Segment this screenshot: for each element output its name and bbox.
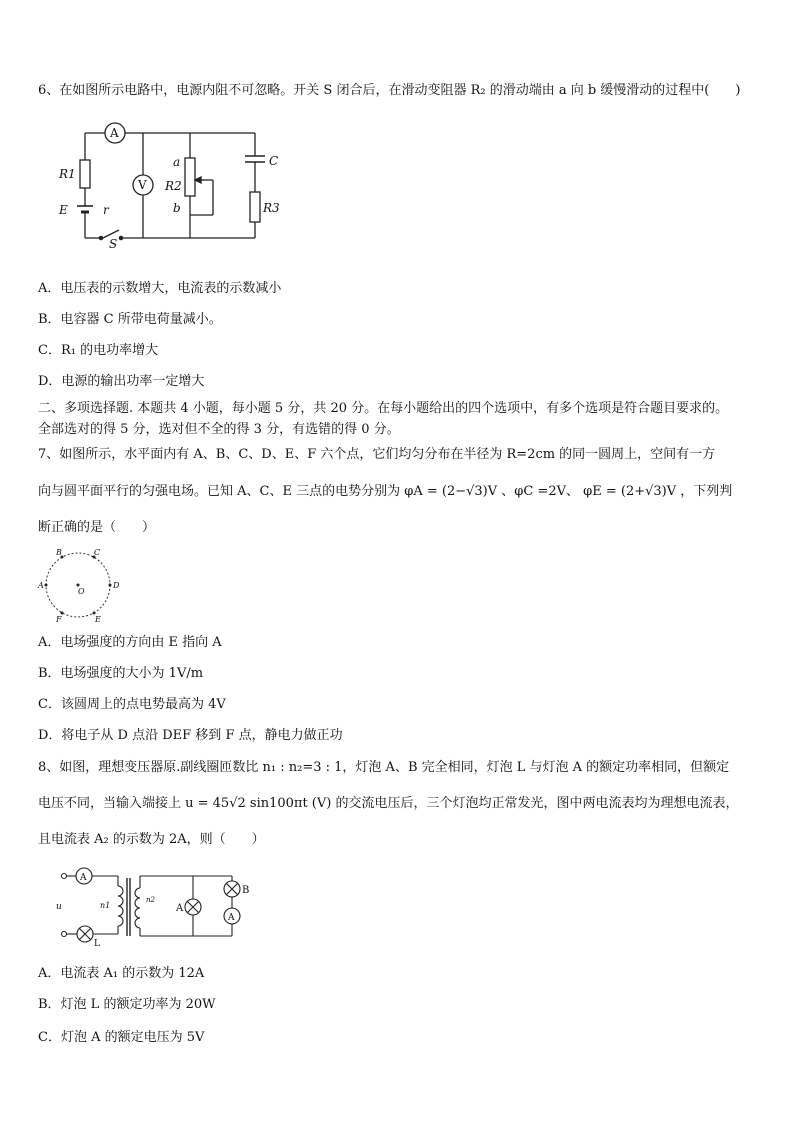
n2-label: n2 <box>146 896 155 904</box>
a-label: a <box>173 155 181 169</box>
q7-line2: 向与圆平面平行的匀强电场。已知 A、C、E 三点的电势分别为 φA = (2−√3)V 、φC =2V、 φE = (2+√3)V ，下列判 <box>38 484 733 499</box>
q7-line1: 7、如图所示，水平面内有 A、B、C、D、E、F 六个点，它们均匀分布在半径为 R=2cm 的同一圆周上，空间有一方 <box>38 447 716 462</box>
r2-rheostat-icon <box>185 158 195 196</box>
point-e-label: E <box>95 615 101 624</box>
r1-resistor-icon <box>80 160 90 188</box>
q6-circuit-figure <box>55 120 295 250</box>
section2-line2: 全部选对的得 5 分，选对但不全的得 3 分，有选错的得 0 分。 <box>38 422 400 437</box>
point-c-label: C <box>94 548 101 557</box>
q6-option-a: A．电压表的示数增大，电流表的示数减小 <box>38 281 282 296</box>
point-o-label: O <box>78 587 85 596</box>
section2-line1: 二、多项选择题. 本题共 4 小题，每小题 5 分，共 20 分。在每小题给出的四个选项中，有多个选项是符合题目要求的。 <box>38 401 729 416</box>
secondary-coil-icon <box>135 888 140 928</box>
point-a-label: A <box>38 581 44 590</box>
emf-label: E <box>59 203 68 217</box>
q7-circle-figure <box>36 548 126 626</box>
point-b-label: B <box>56 548 62 557</box>
q7-line3: 断正确的是（ ） <box>38 520 156 535</box>
r2-label: R2 <box>165 179 182 193</box>
q6-option-c: C．R₁ 的电功率增大 <box>38 343 159 358</box>
lamp-l-label: L <box>94 939 100 948</box>
primary-coil-icon <box>118 886 123 926</box>
r1-label: R1 <box>59 167 76 181</box>
q8-option-a: A．电流表 A₁ 的示数为 12A <box>38 966 205 981</box>
r-label: r <box>103 203 109 217</box>
n1-label: n1 <box>100 901 111 910</box>
q8-line1: 8、如图，理想变压器原.副线圈匝数比 n₁ : n₂=3 : 1，灯泡 A、B 完全相同，灯泡 L 与灯泡 A 的额定功率相同，但额定 <box>38 760 730 775</box>
q7-option-c: C．该圆周上的点电势最高为 4V <box>38 697 226 712</box>
point-d-label: D <box>113 581 120 590</box>
q6-stem: 6、在如图所示电路中，电源内阻不可忽略。开关 S 闭合后，在滑动变阻器 R₂ 的滑动端由 a 向 b 缓慢滑动的过程中( ) <box>38 83 741 98</box>
voltmeter-label: V <box>138 178 147 192</box>
q7-option-d: D．将电子从 D 点沿 DEF 移到 F 点，静电力做正功 <box>38 728 343 743</box>
c-label: C <box>269 154 279 168</box>
q8-option-c: C．灯泡 A 的额定电压为 5V <box>38 1030 205 1045</box>
q6-option-b: B．电容器 C 所带电荷量减小。 <box>38 312 222 327</box>
q8-option-b: B．灯泡 L 的额定功率为 20W <box>38 997 216 1012</box>
a1-label: A <box>80 873 87 883</box>
r3-resistor-icon <box>250 192 260 222</box>
q7-option-a: A．电场强度的方向由 E 指向 A <box>38 635 222 650</box>
q8-line2: 电压不同，当输入端接上 u = 45√2 sin100πt (V) 的交流电压后，三个灯泡均正常发光，图中两电流表均为理想电流表， <box>38 796 739 811</box>
q8-line3: 且电流表 A₂ 的示数为 2A，则（ ） <box>38 832 265 847</box>
lamp-a-label: A <box>176 903 184 914</box>
b-label: b <box>173 201 181 215</box>
u-label: u <box>56 902 62 912</box>
q6-option-d: D．电源的输出功率一定增大 <box>38 374 205 389</box>
q8-transformer-figure <box>50 864 260 948</box>
ammeter-label: A <box>110 126 119 140</box>
q7-option-b: B．电场强度的大小为 1V/m <box>38 666 204 681</box>
r3-label: R3 <box>263 201 280 215</box>
lamp-b-label: B <box>242 885 250 896</box>
switch-label: S <box>109 237 118 250</box>
a2-label: A <box>228 913 235 923</box>
point-f-label: F <box>56 615 62 624</box>
